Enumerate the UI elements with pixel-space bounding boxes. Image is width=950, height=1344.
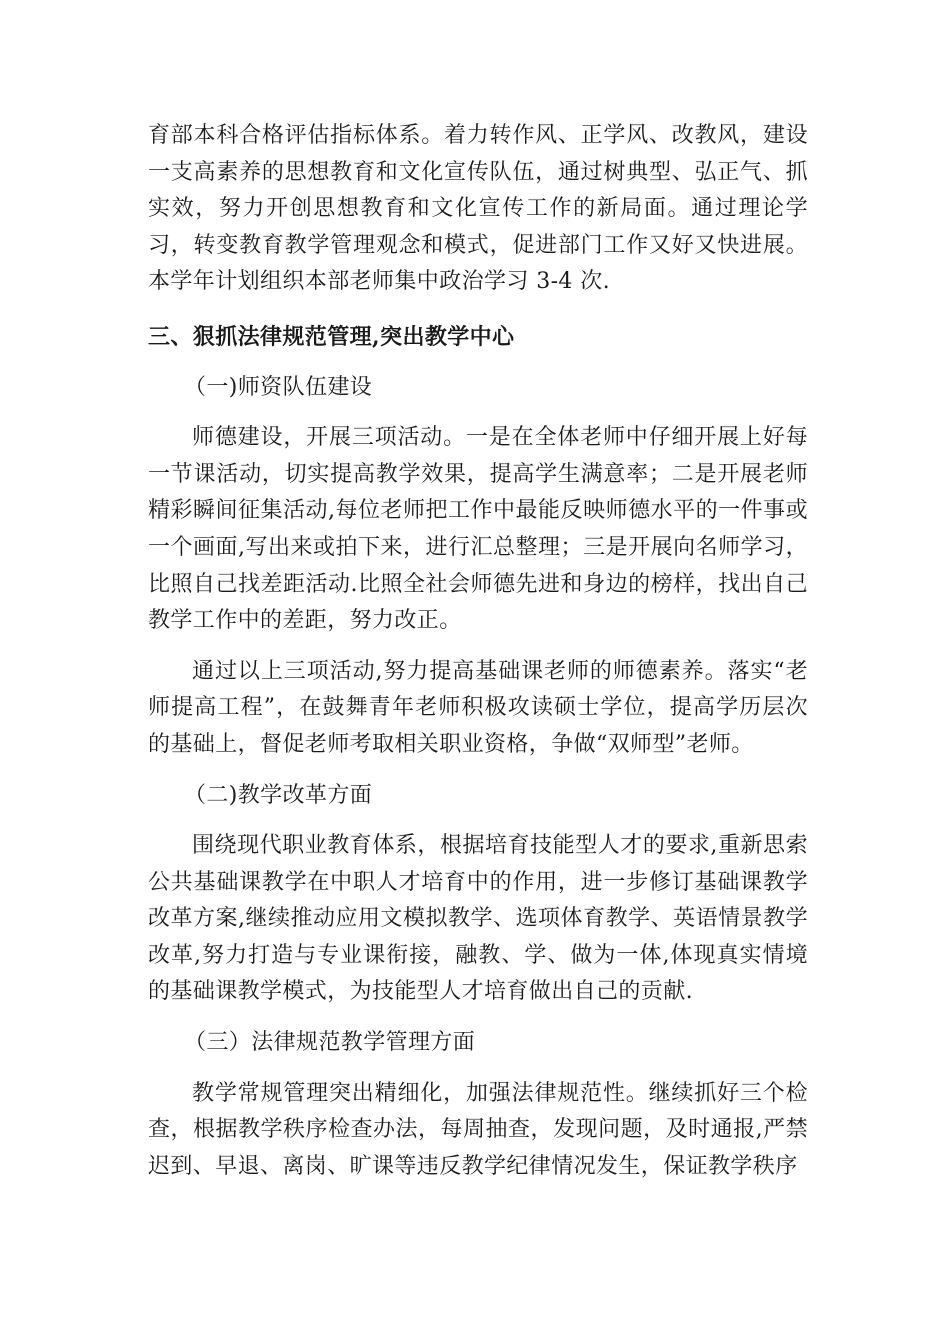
section-heading-3: 三、狠抓法律规范管理,突出教学中心 bbox=[148, 323, 515, 350]
subsection-heading-1: （一)师资队伍建设 bbox=[184, 374, 373, 400]
paragraph-teacher-improvement: 通过以上三项活动,努力提高基础课老师的师德素养。落实“老师提高工程”，在鼓舞青年老师积极攻读硕士学位，提高学历层次的基础上，督促老师考取相关职业资格，争做“双师型”老师。 bbox=[148, 658, 808, 757]
subsection-heading-3: （三）法律规范教学管理方面 bbox=[184, 1030, 476, 1056]
paragraph-intro: 育部本科合格评估指标体系。着力转作风、正学风、改教风，建设一支高素养的思想教育和文化宣传队伍，通过树典型、弘正气、抓实效，努力开创思想教育和文化宣传工作的新局面。通过理论学习，转变教育教学管理观念和模式，促进部门工作又好又快进展。本学年计划组织本部老师集中政治学习 3-4 次. bbox=[148, 123, 808, 295]
subsection-heading-2: （二)教学改革方面 bbox=[184, 782, 373, 808]
document-page bbox=[148, 118, 808, 1185]
paragraph-teaching-management: 教学常规管理突出精细化，加强法律规范性。继续抓好三个检查，根据教学秩序检查办法，每周抽查，发现问题，及时通报,严禁迟到、早退、离岗、旷课等违反教学纪律情况发生，保证教学秩序 bbox=[148, 1080, 808, 1179]
paragraph-teacher-ethics: 师德建设，开展三项活动。一是在全体老师中仔细开展上好每一节课活动，切实提高教学效果，提高学生满意率；二是开展老师精彩瞬间征集活动,每位老师把工作中最能反映师德水平的一件事或一个画面,写出来或拍下来，进行汇总整理；三是开展向名师学习，比照自己找差距活动.比照全社会师德先进和身边的榜样，找出自己教学工作中的差距，努力改正。 bbox=[148, 425, 808, 634]
paragraph-teaching-reform: 围绕现代职业教育体系，根据培育技能型人才的要求,重新思索公共基础课教学在中职人才培育中的作用，进一步修订基础课教学改革方案,继续推动应用文模拟教学、选项体育教学、英语情景教学改革,努力打造与专业课衔接，融教、学、做为一体,体现真实情境的基础课教学模式，为技能型人才培育做出自己的贡献. bbox=[148, 833, 808, 1005]
